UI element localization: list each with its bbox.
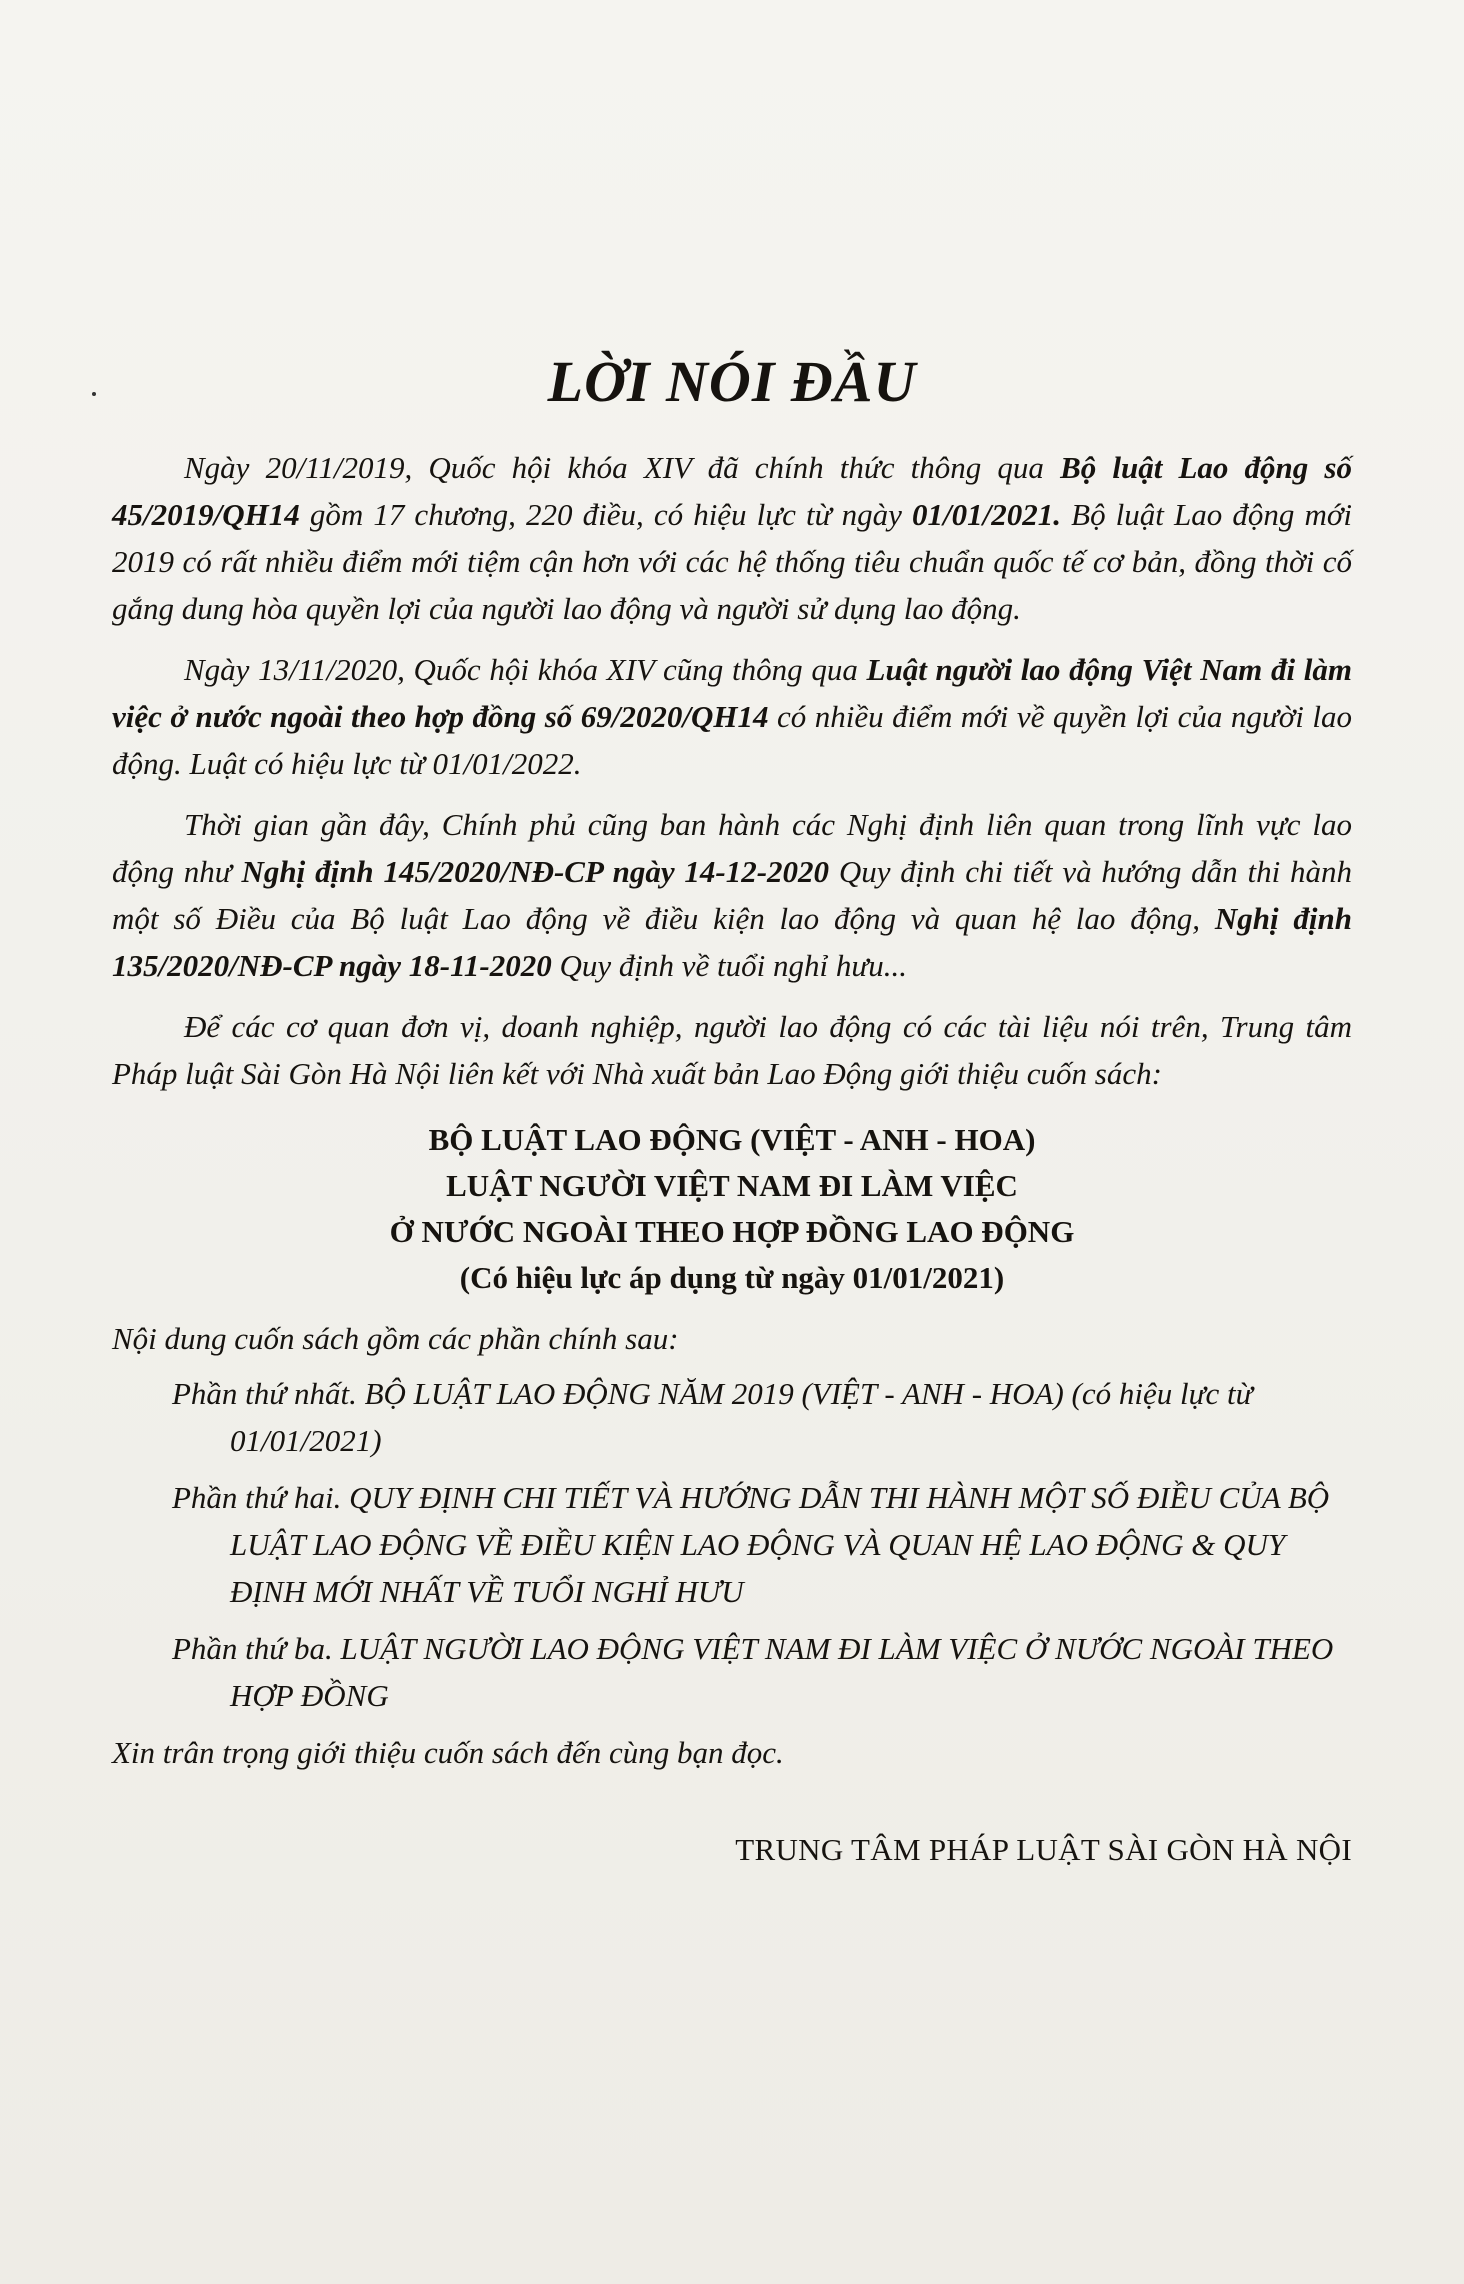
text-run: Để các cơ quan đơn vị, doanh nghiệp, người lao động có các tài liệu nói trên, Trung tâm Pháp luật Sài Gòn Hà Nội liên kết với Nhà xuất bản Lao Động giới thiệu cuốn sách: (112, 1008, 1352, 1091)
bold-text: Luật người lao động Việt Nam đi làm việc ở nước ngoài theo hợp đồng số 69/2020/QH14 (112, 651, 1352, 734)
bold-text: Bộ luật Lao động số 45/2019/QH14 (112, 449, 1353, 532)
bold-text: Nghị định 145/2020/NĐ-CP ngày 14-12-2020 (241, 853, 830, 889)
contents-intro: Nội dung cuốn sách gồm các phần chính sau: (112, 1320, 679, 1356)
bold-text: Nghị định 135/2020/NĐ-CP ngày 18-11-2020 (112, 900, 1352, 983)
text-run: Thời gian gần đây, Chính phủ cũng ban hành các Nghị định liên quan trong lĩnh vực lao động như (112, 806, 1352, 889)
signature: TRUNG TÂM PHÁP LUẬT SÀI GÒN HÀ NỘI (735, 1831, 1352, 1867)
text-run: Quy định về tuổi nghỉ hưu... (551, 947, 908, 983)
text-run: Ngày 13/11/2020, Quốc hội khóa XIV cũng thông qua (184, 651, 867, 687)
part-item: Phần thứ ba. LUẬT NGƯỜI LAO ĐỘNG VIỆT NAM ĐI LÀM VIỆC Ở NƯỚC NGOÀI THEO HỢP ĐỒNG (172, 1630, 1334, 1713)
part-item: Phần thứ hai. QUY ĐỊNH CHI TIẾT VÀ HƯỚNG DẪN THI HÀNH MỘT SỐ ĐIỀU CỦA BỘ LUẬT LAO ĐỘNG VỀ ĐIỀU KIỆN LAO ĐỘNG VÀ QUAN HỆ LAO ĐỘNG & QUY ĐỊNH MỚI NHẤT VỀ TUỔI NGHỈ HƯU (172, 1479, 1330, 1609)
book-title-line: LUẬT NGƯỜI VIỆT NAM ĐI LÀM VIỆC (446, 1167, 1018, 1203)
body-paragraph (112, 646, 1352, 787)
print-speck (92, 392, 96, 396)
closing-line: Xin trân trọng giới thiệu cuốn sách đến cùng bạn đọc. (112, 1734, 784, 1770)
book-title-line: Ở NƯỚC NGOÀI THEO HỢP ĐỒNG LAO ĐỘNG (389, 1213, 1075, 1249)
book-title-block (112, 1117, 1352, 1301)
parts-list (112, 1370, 1352, 1719)
book-title-line: BỘ LUẬT LAO ĐỘNG (VIỆT - ANH - HOA) (428, 1121, 1036, 1157)
body-paragraph (112, 1003, 1352, 1097)
body-paragraph (112, 801, 1352, 989)
text-run: Bộ luật Lao động mới 2019 có rất nhiều điểm mới tiệm cận hơn với các hệ thống tiêu chuẩn quốc tế cơ bản, đồng thời cố gắng dung hòa quyền lợi của người lao động và người sử dụng lao động. (112, 496, 1352, 626)
text-run: Ngày 20/11/2019, Quốc hội khóa XIV đã chính thức thông qua (184, 449, 1061, 485)
text-run: có nhiều điểm mới về quyền lợi của người lao động. Luật có hiệu lực từ 01/01/2022. (112, 698, 1352, 781)
body-paragraph (112, 444, 1352, 632)
book-title-line: (Có hiệu lực áp dụng từ ngày 01/01/2021) (459, 1259, 1005, 1295)
body-paragraphs (112, 444, 1352, 1097)
bold-text: 01/01/2021. (912, 496, 1062, 532)
text-run: Quy định chi tiết và hướng dẫn thi hành một số Điều của Bộ luật Lao động về điều kiện lao động và quan hệ lao động, (112, 853, 1352, 936)
part-item: Phần thứ nhất. BỘ LUẬT LAO ĐỘNG NĂM 2019 (VIỆT - ANH - HOA) (có hiệu lực từ 01/01/2021) (172, 1375, 1253, 1458)
document-content (112, 350, 1352, 1873)
text-run: gồm 17 chương, 220 điều, có hiệu lực từ ngày (299, 496, 913, 532)
document-title: LỜI NÓI ĐẦU (547, 349, 917, 414)
